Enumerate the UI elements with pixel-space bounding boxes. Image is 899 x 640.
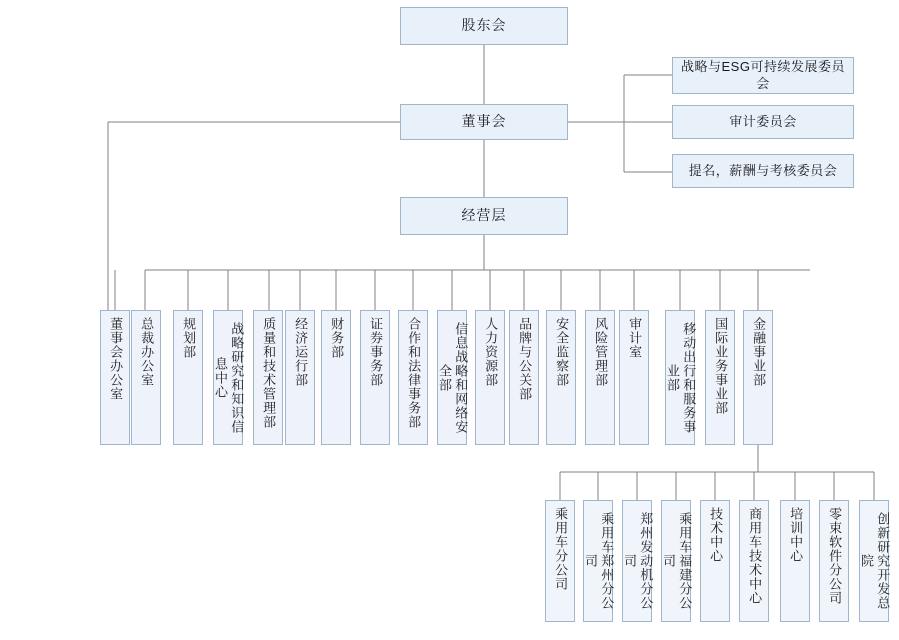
node-label: 经济运行部	[293, 317, 309, 387]
node-shareholders[interactable]	[400, 7, 568, 45]
node-zhengzhou-engine-branch[interactable]	[622, 500, 652, 622]
node-label: 乘用车分公司	[553, 507, 569, 591]
node-label: 培训中心	[788, 507, 804, 563]
node-label: 郑州发动机分公司	[622, 512, 654, 610]
node-economic-operation[interactable]	[285, 310, 315, 445]
node-strategy-knowledge-center[interactable]	[213, 310, 243, 445]
node-label: 经营层	[461, 207, 507, 224]
node-training-center[interactable]	[780, 500, 810, 622]
node-passenger-vehicle-zhengzhou-branch[interactable]	[583, 500, 613, 622]
node-strategy-esg-committee[interactable]	[672, 57, 854, 94]
node-label: 乘用车郑州分公司	[583, 512, 615, 610]
node-label: 合作和法律事务部	[406, 317, 422, 429]
node-risk-management[interactable]	[585, 310, 615, 445]
node-label: 审计委员会	[729, 113, 797, 129]
node-label: 战略与ESG可持续发展委员会	[681, 59, 845, 91]
node-securities-affairs[interactable]	[360, 310, 390, 445]
node-label: 创新研究开发总院	[859, 512, 891, 610]
node-label: 规划部	[181, 317, 197, 359]
node-label: 董事会办公室	[108, 317, 124, 401]
node-financial-business-division[interactable]	[743, 310, 773, 445]
node-label: 技术中心	[708, 507, 724, 563]
node-label: 质量和技术管理部	[261, 317, 277, 429]
node-finance[interactable]	[321, 310, 351, 445]
node-label: 信息战略和网络安全部	[437, 321, 469, 434]
node-label: 董事会	[461, 113, 507, 130]
node-label: 品牌与公关部	[517, 317, 533, 401]
node-planning[interactable]	[173, 310, 203, 445]
node-label: 提名，薪酬与考核委员会	[688, 162, 838, 178]
node-safety-supervision[interactable]	[546, 310, 576, 445]
node-nomination-remuneration-committee[interactable]	[672, 154, 854, 188]
node-audit-committee[interactable]	[672, 105, 854, 139]
node-label: 总裁办公室	[139, 317, 155, 387]
node-label: 零束软件分公司	[827, 507, 843, 605]
node-board[interactable]	[400, 104, 568, 140]
node-international-business-division[interactable]	[705, 310, 735, 445]
node-label: 财务部	[329, 317, 345, 359]
node-lingdong-software-branch[interactable]	[819, 500, 849, 622]
node-passenger-vehicle-fujian-branch[interactable]	[661, 500, 691, 622]
node-mobility-service-division[interactable]	[665, 310, 695, 445]
node-president-office[interactable]	[131, 310, 161, 445]
node-label: 证券事务部	[368, 317, 384, 387]
node-label: 安全监察部	[554, 317, 570, 387]
node-cooperation-legal[interactable]	[398, 310, 428, 445]
node-audit-office[interactable]	[619, 310, 649, 445]
node-innovation-rd-institute[interactable]	[859, 500, 889, 622]
node-label: 人力资源部	[483, 317, 499, 387]
node-label: 移动出行和服务事业部	[665, 321, 697, 434]
node-commercial-vehicle-technology-center[interactable]	[739, 500, 769, 622]
node-passenger-vehicle-branch[interactable]	[545, 500, 575, 622]
node-quality-technology[interactable]	[253, 310, 283, 445]
node-management[interactable]	[400, 197, 568, 235]
node-brand-pr[interactable]	[509, 310, 539, 445]
node-technology-center[interactable]	[700, 500, 730, 622]
node-human-resources[interactable]	[475, 310, 505, 445]
node-board-office[interactable]	[100, 310, 130, 445]
node-information-strategy-security[interactable]	[437, 310, 467, 445]
node-label: 战略研究和知识信息中心	[213, 321, 245, 434]
node-label: 审计室	[627, 317, 643, 359]
node-label: 金融事业部	[751, 317, 767, 387]
node-label: 风险管理部	[593, 317, 609, 387]
node-label: 国际业务事业部	[713, 317, 729, 415]
node-label: 商用车技术中心	[747, 507, 763, 605]
node-label: 乘用车福建分公司	[661, 512, 693, 610]
node-label: 股东会	[461, 17, 507, 34]
